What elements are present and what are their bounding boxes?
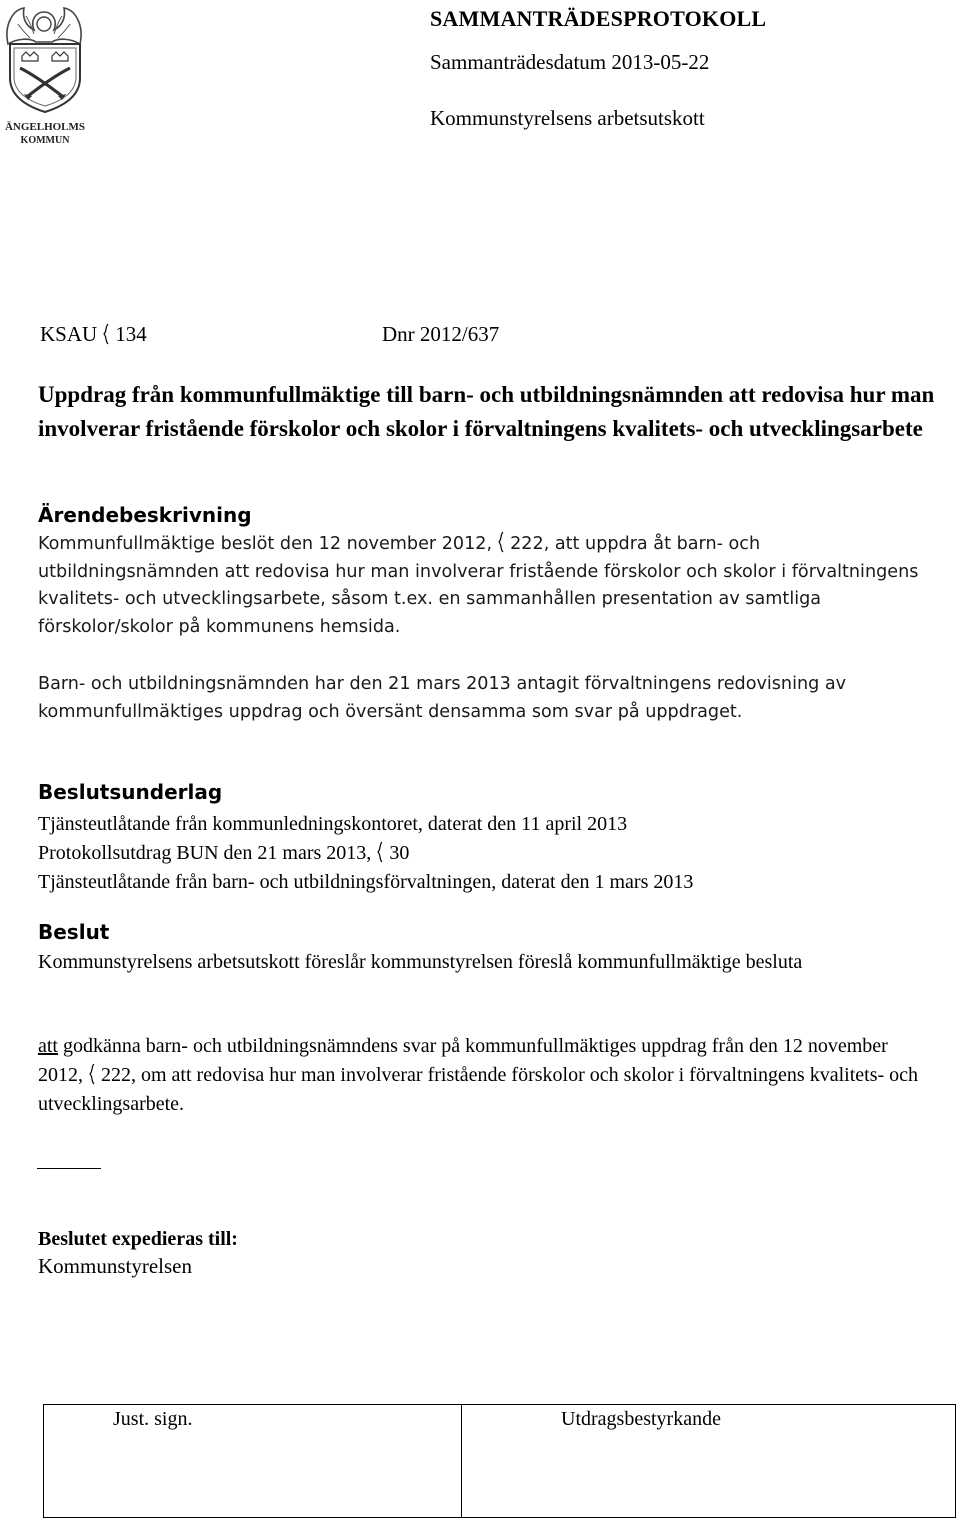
document-title: SAMMANTRÄDESPROTOKOLL — [430, 6, 767, 31]
decision-text-after: 222, om att redovisa hur man involverar fristående förskolor och skolor i förvaltningens kvalitets- och utvecklingsarbete. — [38, 1064, 919, 1115]
case-prefix: KSAU — [40, 322, 98, 346]
logo-text-line1: ÄNGELHOLMS — [4, 121, 86, 133]
section-sign-icon — [101, 323, 111, 345]
case-description-paragraph-1 — [38, 531, 933, 641]
p1-text-before: Kommunfullmäktige beslöt den 12 november 2012, — [38, 534, 493, 554]
logo-text-line2: KOMMUN — [20, 135, 70, 146]
committee-name: Kommunstyrelsens arbetsutskott — [430, 106, 705, 130]
decision-text-before: godkänna barn- och utbildningsnämndens svar på kommunfullmäktiges uppdrag från den 12 november 2012, — [38, 1035, 888, 1086]
section-heading-arendebeskrivning: Ärendebeskrivning — [38, 503, 252, 527]
case-description-paragraph-2: Barn- och utbildningsnämnden har den 21 mars 2013 antagit förvaltningens redovisning av kommunfullmäktiges uppdrag och översänt densamma som svar på uppdraget. — [38, 674, 847, 722]
section-heading-expedieras: Beslutet expedieras till: — [38, 1228, 238, 1250]
case-number: 134 — [115, 322, 147, 346]
basis-item-2-before: Protokollsutdrag BUN den 21 mars 2013, — [38, 842, 372, 864]
section-heading-beslut: Beslut — [38, 920, 110, 944]
section-heading-beslutsunderlag: Beslutsunderlag — [38, 780, 223, 804]
basis-item-2 — [38, 839, 933, 868]
diary-number: Dnr 2012/637 — [382, 322, 500, 346]
basis-item-1: Tjänsteutlåtande från kommunledningskontoret, daterat den 11 april 2013 — [38, 813, 628, 835]
section-sign-icon — [375, 841, 385, 863]
case-reference — [40, 322, 147, 347]
decision-intro: Kommunstyrelsens arbetsutskott föreslår kommunstyrelsen föreslå kommunfullmäktige besluta — [38, 951, 803, 973]
section-sign-icon — [496, 531, 506, 553]
recipient: Kommunstyrelsen — [38, 1254, 192, 1278]
horizontal-divider — [37, 1168, 101, 1169]
case-heading: Uppdrag från kommunfullmäktige till barn- och utbildningsnämnden att redovisa hur man involverar fristående förskolor och skolor i förvaltningens kvalitets- och utvecklingsarbete — [38, 382, 935, 441]
signature-box-divider — [461, 1404, 462, 1518]
just-sign-label: Just. sign. — [113, 1408, 193, 1430]
municipal-coat-of-arms-logo — [0, 4, 90, 152]
decision-basis-list — [38, 810, 933, 897]
basis-item-3: Tjänsteutlåtande från barn- och utbildningsförvaltningen, daterat den 1 mars 2013 — [38, 871, 694, 893]
meeting-date: Sammanträdesdatum 2013-05-22 — [430, 50, 710, 74]
p1-text-after: 222, att uppdra åt barn- och utbildningsnämnden att redovisa hur man involverar fristående förskolor och skolor i förvaltningens kvalitets- och utvecklingsarbete, såsom t.ex. en sammanhållen presentation av samtliga förskolor/skolor på kommunens hemsida. — [38, 534, 919, 637]
utdragsbestyrkande-label: Utdragsbestyrkande — [561, 1408, 721, 1430]
basis-item-2-after: 30 — [389, 842, 410, 864]
att-word: att — [38, 1035, 58, 1057]
decision-text — [38, 1032, 933, 1119]
section-sign-icon — [87, 1063, 97, 1085]
